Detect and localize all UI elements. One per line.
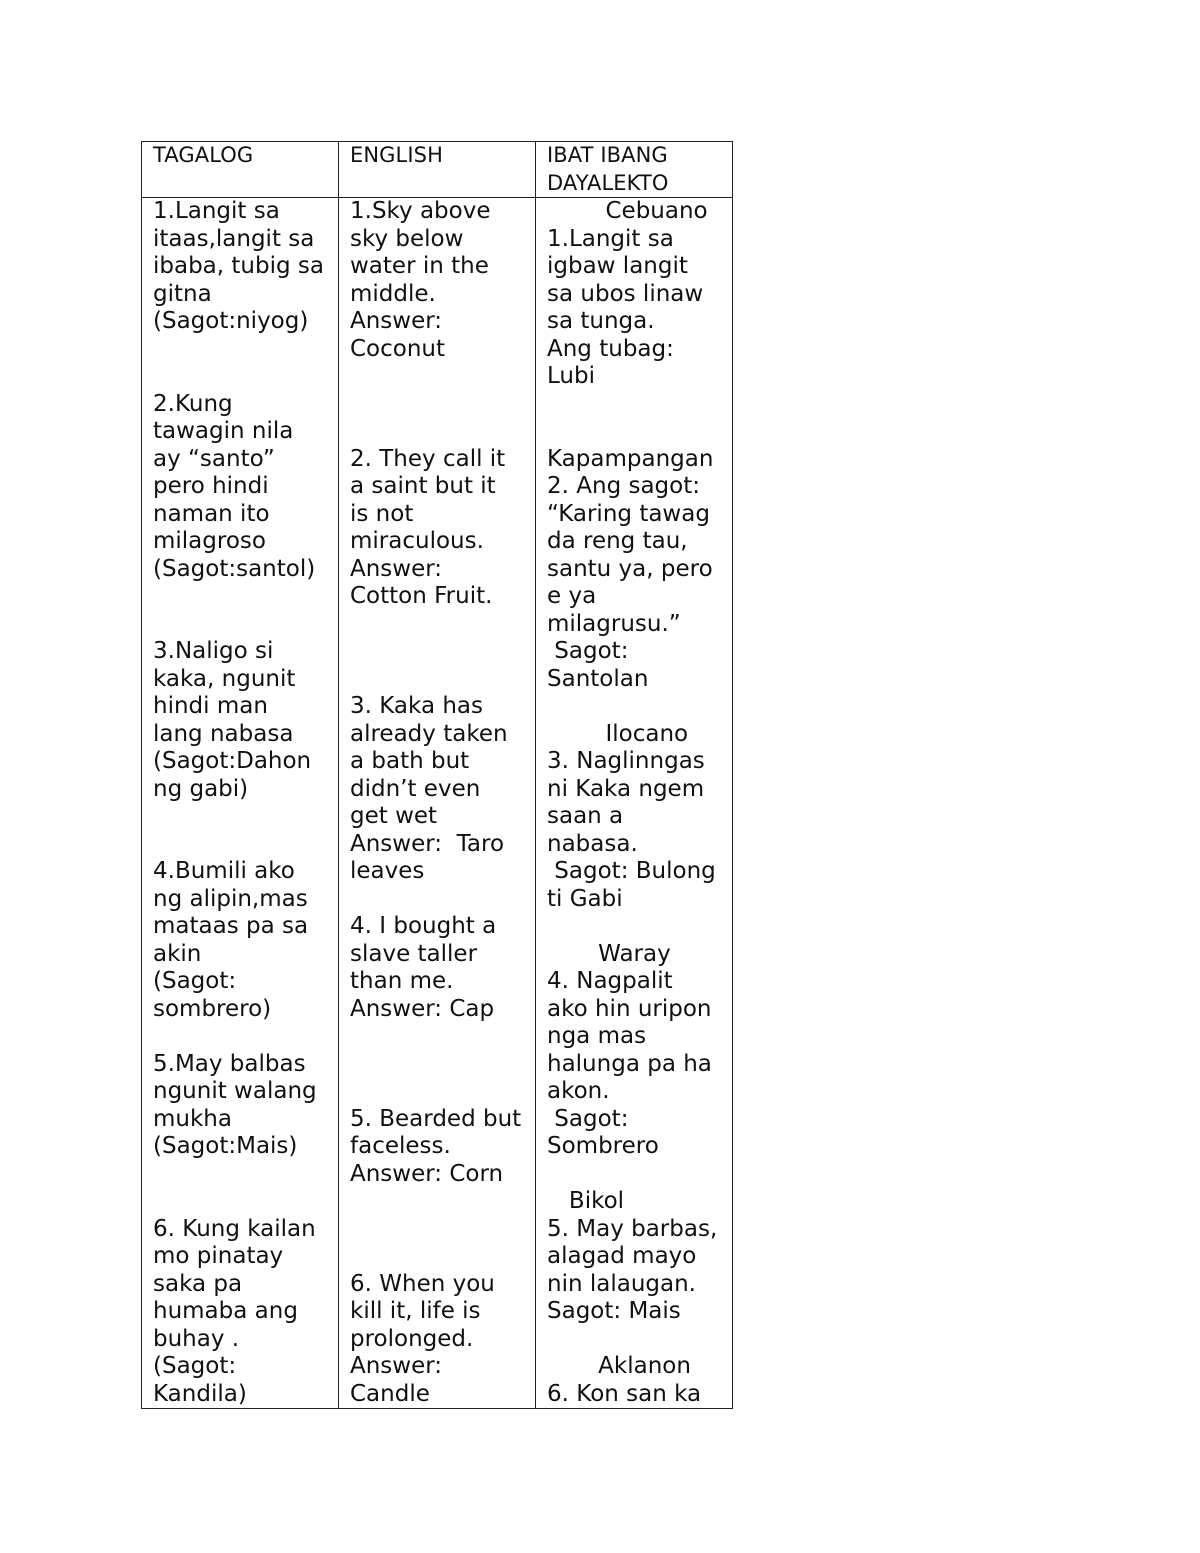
dialects-text-line: nga mas	[547, 1023, 647, 1049]
english-text-line: middle.	[350, 280, 436, 307]
tagalog-text-line: pero hindi	[153, 473, 269, 499]
english-text-line	[350, 886, 529, 914]
dialects-text-line: Kapampangan	[547, 445, 714, 472]
dialects-text-line: Waray	[547, 940, 671, 967]
tagalog-text-line: 2.Kung	[153, 390, 233, 417]
english-text-line	[350, 611, 529, 639]
dialects-text-line: ni Kaka ngem	[547, 775, 705, 802]
dialects-text-line: 1.Langit sa	[547, 225, 674, 252]
tagalog-text-line: 6. Kung kailan	[153, 1215, 316, 1242]
tagalog-text-line: kaka, ngunit	[153, 665, 296, 692]
dialects-text-line: Sombrero	[547, 1133, 659, 1159]
dialects-text-line: nabasa.	[547, 830, 638, 857]
tagalog-text-line: ibaba, tubig sa	[153, 253, 324, 279]
tagalog-text-line	[153, 363, 332, 391]
english-text-line	[350, 1243, 529, 1271]
tagalog-text-line: itaas,langit sa	[153, 225, 315, 252]
english-text-line	[350, 666, 529, 694]
dialects-text-line: Cebuano	[547, 198, 708, 224]
tagalog-column	[142, 198, 339, 1409]
tagalog-text-line: mataas pa sa	[153, 913, 309, 939]
english-text-line: Candle	[350, 1380, 430, 1407]
dialects-text-line: 3. Naglinngas	[547, 748, 705, 774]
tagalog-text-line: ay “santo”	[153, 445, 275, 472]
tagalog-text-line	[153, 831, 332, 859]
dialects-text-line: igbaw langit	[547, 253, 688, 279]
dialects-text-line	[547, 913, 726, 941]
dialects-text-line	[547, 1326, 726, 1354]
tagalog-text-line	[153, 336, 332, 364]
dialects-text-line: halunga pa ha	[547, 1050, 712, 1077]
tagalog-text-line: saka pa	[153, 1270, 243, 1297]
tagalog-text-line: ng gabi)	[153, 775, 249, 802]
dialects-text-line: Lubi	[547, 363, 595, 389]
tagalog-text-line: (Sagot:Mais)	[153, 1133, 298, 1159]
header-tagalog: TAGALOG	[142, 142, 339, 198]
dialects-text-line	[547, 1161, 726, 1189]
english-text-line: 2. They call it	[350, 445, 506, 472]
english-text-line: Answer:	[350, 1353, 443, 1379]
body-row	[142, 198, 733, 1409]
tagalog-text-line: akin	[153, 940, 202, 967]
english-text-line: didn’t even	[350, 775, 481, 802]
tagalog-text-line: (Sagot:santol)	[153, 555, 316, 582]
english-text-line	[350, 1188, 529, 1216]
tagalog-text-line: mo pinatay	[153, 1243, 284, 1269]
dialects-text-line: Sagot:	[547, 638, 629, 664]
header-row	[142, 142, 733, 198]
dialects-text-line: nin lalaugan.	[547, 1270, 696, 1297]
dialects-text-line: 2. Ang sagot:	[547, 473, 700, 499]
english-text-line: 6. When you	[350, 1270, 495, 1297]
dialects-text-line: “Karing tawag	[547, 500, 710, 527]
english-text-line	[350, 1051, 529, 1079]
english-text-line: miraculous.	[350, 528, 484, 554]
dialects-text-line: ako hin uripon	[547, 995, 712, 1022]
tagalog-text-line: ng alipin,mas	[153, 885, 308, 912]
riddles-table	[141, 141, 733, 1409]
header-english: ENGLISH	[339, 142, 536, 198]
header-dialects	[536, 142, 733, 198]
tagalog-text-line: lang nabasa	[153, 720, 294, 747]
english-text-line: Answer: Corn	[350, 1160, 504, 1187]
dialects-text-line: 5. May barbas,	[547, 1215, 718, 1242]
tagalog-text-line: sombrero)	[153, 995, 272, 1022]
dialects-text-line: Bikol	[547, 1188, 625, 1214]
tagalog-text-line: (Sagot:Dahon	[153, 748, 312, 774]
english-text-line: 3. Kaka has	[350, 693, 484, 719]
dialects-text-line: Sagot: Mais	[547, 1298, 681, 1324]
english-text-line: leaves	[350, 858, 425, 884]
tagalog-text-line: (Sagot:	[153, 1353, 237, 1379]
dialects-text-line: e ya	[547, 583, 597, 609]
dialects-text-line: alagad mayo	[547, 1243, 697, 1269]
english-text-line: is not	[350, 500, 414, 527]
tagalog-text-line	[153, 1188, 332, 1216]
english-text-line: Answer: Cap	[350, 995, 495, 1022]
english-text-line: already taken	[350, 720, 508, 747]
tagalog-text-line: ngunit walang	[153, 1078, 317, 1104]
english-text-line: 1.Sky above	[350, 198, 491, 224]
english-column	[339, 198, 536, 1409]
dialects-text-line: Santolan	[547, 665, 649, 692]
dialects-text-line: sa tunga.	[547, 308, 655, 334]
english-text-line: prolonged.	[350, 1325, 474, 1352]
english-text-line	[350, 638, 529, 666]
tagalog-text-line	[153, 1023, 332, 1051]
english-text-line: than me.	[350, 968, 454, 994]
dialects-text-line: saan a	[547, 803, 624, 829]
dialects-text-line: santu ya, pero	[547, 555, 713, 582]
tagalog-text-line: hindi man	[153, 693, 268, 719]
tagalog-text-line: buhay .	[153, 1325, 240, 1352]
dialects-text-line: ti Gabi	[547, 885, 623, 912]
english-text-line: 4. I bought a	[350, 913, 497, 939]
english-text-line: slave taller	[350, 940, 478, 967]
english-text-line: sky below	[350, 225, 464, 252]
dialects-text-line: akon.	[547, 1078, 610, 1104]
dialects-text-line: Aklanon	[547, 1353, 691, 1379]
english-text-line: Cotton Fruit.	[350, 583, 493, 609]
tagalog-text-line: humaba ang	[153, 1298, 298, 1324]
dialects-text-line: Sagot: Bulong	[547, 858, 716, 884]
english-text-line	[350, 418, 529, 446]
english-text-line: get wet	[350, 803, 438, 829]
tagalog-text-line: 1.Langit sa	[153, 198, 280, 224]
tagalog-text-line: tawagin nila	[153, 418, 294, 444]
header-dialects-line: IBAT IBANG	[547, 143, 668, 167]
dialects-column	[536, 198, 733, 1409]
tagalog-text-line	[153, 583, 332, 611]
tagalog-text-line: (Sagot:	[153, 968, 237, 994]
english-text-line: a bath but	[350, 748, 470, 774]
dialects-text-line: milagrusu.”	[547, 610, 681, 637]
english-text-line: Answer:	[350, 555, 443, 582]
tagalog-text-line: milagroso	[153, 528, 266, 554]
tagalog-text-line: gitna	[153, 280, 212, 307]
english-text-line	[350, 1216, 529, 1244]
dialects-text-line: 6. Kon san ka	[547, 1380, 702, 1407]
dialects-text-line	[547, 693, 726, 721]
tagalog-text-line	[153, 611, 332, 639]
english-text-line: kill it, life is	[350, 1298, 481, 1324]
tagalog-text-line: 4.Bumili ako	[153, 858, 295, 884]
tagalog-text-line: mukha	[153, 1105, 232, 1132]
header-dialects-line: DAYALEKTO	[547, 170, 669, 195]
tagalog-text-line: Kandila)	[153, 1380, 247, 1407]
english-text-line: water in the	[350, 253, 489, 279]
english-text-line: faceless.	[350, 1133, 451, 1159]
english-text-line: Answer:	[350, 308, 443, 334]
dialects-text-line: 4. Nagpalit	[547, 968, 673, 994]
dialects-text-line	[547, 391, 726, 419]
english-text-line: a saint but it	[350, 473, 496, 499]
dialects-text-line	[547, 418, 726, 446]
english-text-line	[350, 363, 529, 391]
dialects-text-line: da reng tau,	[547, 528, 688, 554]
english-text-line: 5. Bearded but	[350, 1105, 522, 1132]
english-text-line	[350, 1023, 529, 1051]
tagalog-text-line	[153, 1161, 332, 1189]
tagalog-text-line: naman ito	[153, 500, 270, 527]
english-text-line	[350, 391, 529, 419]
dialects-text-line: sa ubos linaw	[547, 280, 704, 307]
dialects-text-line: Ang tubag:	[547, 335, 674, 362]
tagalog-text-line: 3.Naligo si	[153, 638, 274, 664]
english-text-line: Coconut	[350, 335, 446, 362]
dialects-text-line: Ilocano	[547, 720, 689, 747]
english-text-line: Answer: Taro	[350, 830, 505, 857]
tagalog-text-line: 5.May balbas	[153, 1050, 306, 1077]
dialects-text-line: Sagot:	[547, 1105, 629, 1132]
english-text-line	[350, 1078, 529, 1106]
tagalog-text-line: (Sagot:niyog)	[153, 308, 309, 334]
tagalog-text-line	[153, 803, 332, 831]
